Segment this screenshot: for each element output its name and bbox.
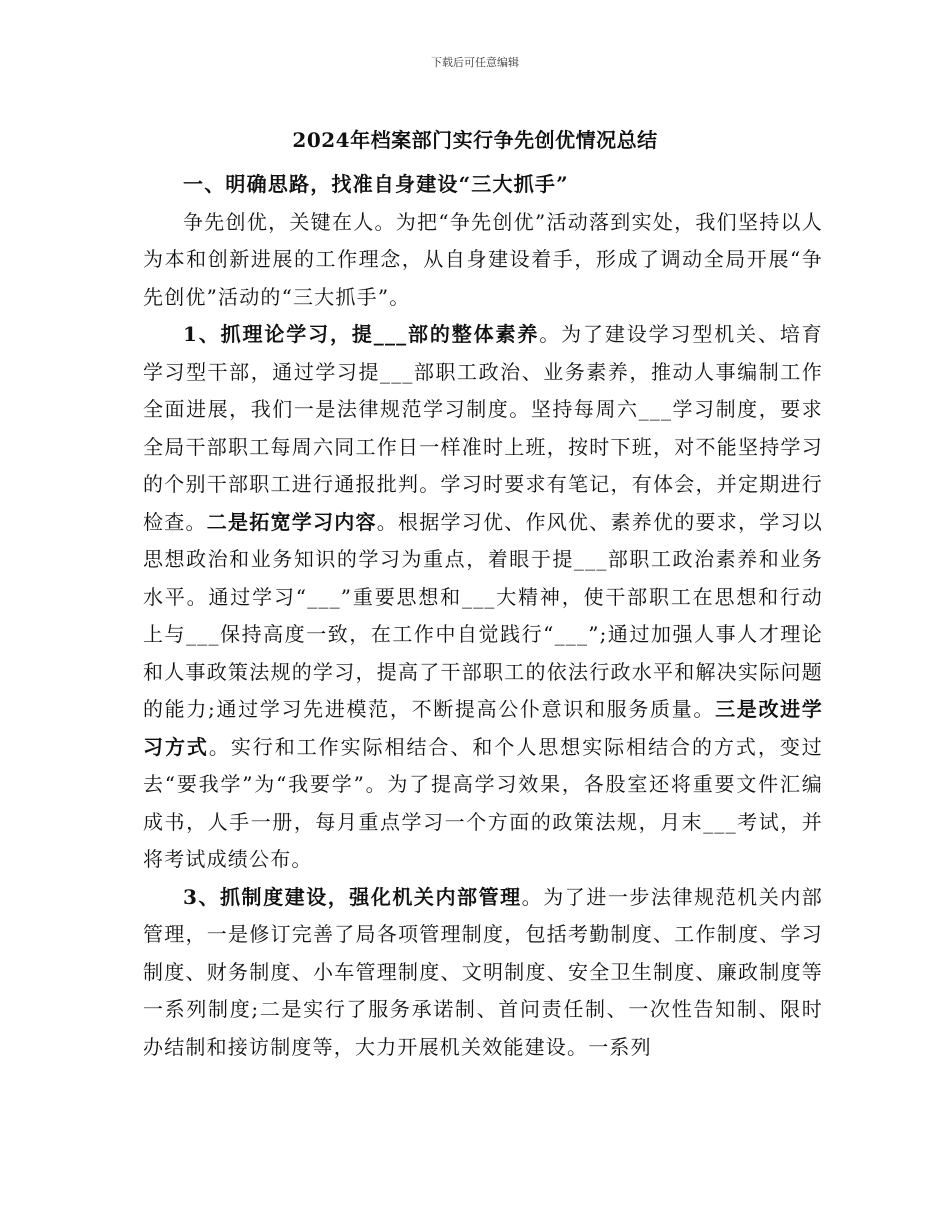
paragraph-lead: 三是改进学习方式 (143, 697, 824, 759)
header-note: 下载后可任意编辑 (431, 56, 519, 69)
document-body (143, 166, 823, 1066)
paragraph-lead: 二是拓宽学习内容 (206, 509, 377, 534)
document-title: 2024年档案部门实行争先创优情况总结 (292, 128, 658, 152)
paragraph-text: 。为了进一步法律规范机关内部管理，一是修订完善了局各项管理制度，包括考勤制度、工作制度、学习制度、财务制度、小车管理制度、文明制度、安全卫生制度、廉政制度等一系列制度;二是实行了服务承诺制、首问责任制、一次性告知制、限时办结制和接访制度等，大力开展机关效能建设。一系列 (143, 884, 823, 1059)
paragraph-text: 。为了建设学习型机关、培育学习型干部，通过学习提___部职工政治、业务素养，推动人事编制工作全面进展，我们一是法律规范学习制度。坚持每周六___学习制度，要求全局干部职工每周六同工作日一样准时上班，按时下班，对不能坚持学习的个别干部职工进行通报批判。学习时要求有笔记，有体会，并定期进行检查。 (143, 322, 823, 534)
paragraph-intro: 争先创优，关键在人。为把“争先创优”活动落到实处，我们坚持以人为本和创新进展的工作理念，从自身建设着手，形成了调动全局开展“争先创优”活动的“三大抓手”。 (143, 209, 823, 309)
paragraph-theory-study (143, 316, 823, 879)
section-heading: 一、明确思路，找准自身建设“三大抓手” (183, 172, 569, 196)
paragraph-lead: 3、抓制度建设，强化机关内部管理 (183, 884, 522, 909)
paragraph-text: 。实行和工作实际相结合、和个人思想实际相结合的方式，变过去“要我学”为“我要学”。为了提高学习效果，各股室还将重要文件汇编成书，人手一册，每月重点学习一个方面的政策法规，月末___考试，并将考试成绩公布。 (143, 734, 823, 871)
paragraph-lead: 1、抓理论学习，提___部的整体素养 (183, 322, 540, 346)
paragraph-system-building (143, 879, 823, 1067)
paragraph-text: 。根据学习优、作风优、素养优的要求，学习以思想政治和业务知识的学习为重点，着眼于提___部职工政治素养和业务水平。通过学习“___”重要思想和___大精神，使干部职工在思想和行动上与___保持高度一致，在工作中自觉践行“___”;通过加强人事人才理论和人事政策法规的学习，提高了干部职工的依法行政水平和解决实际问题的能力;通过学习先进模范，不断提高公仆意识和服务质量。 (143, 509, 823, 721)
